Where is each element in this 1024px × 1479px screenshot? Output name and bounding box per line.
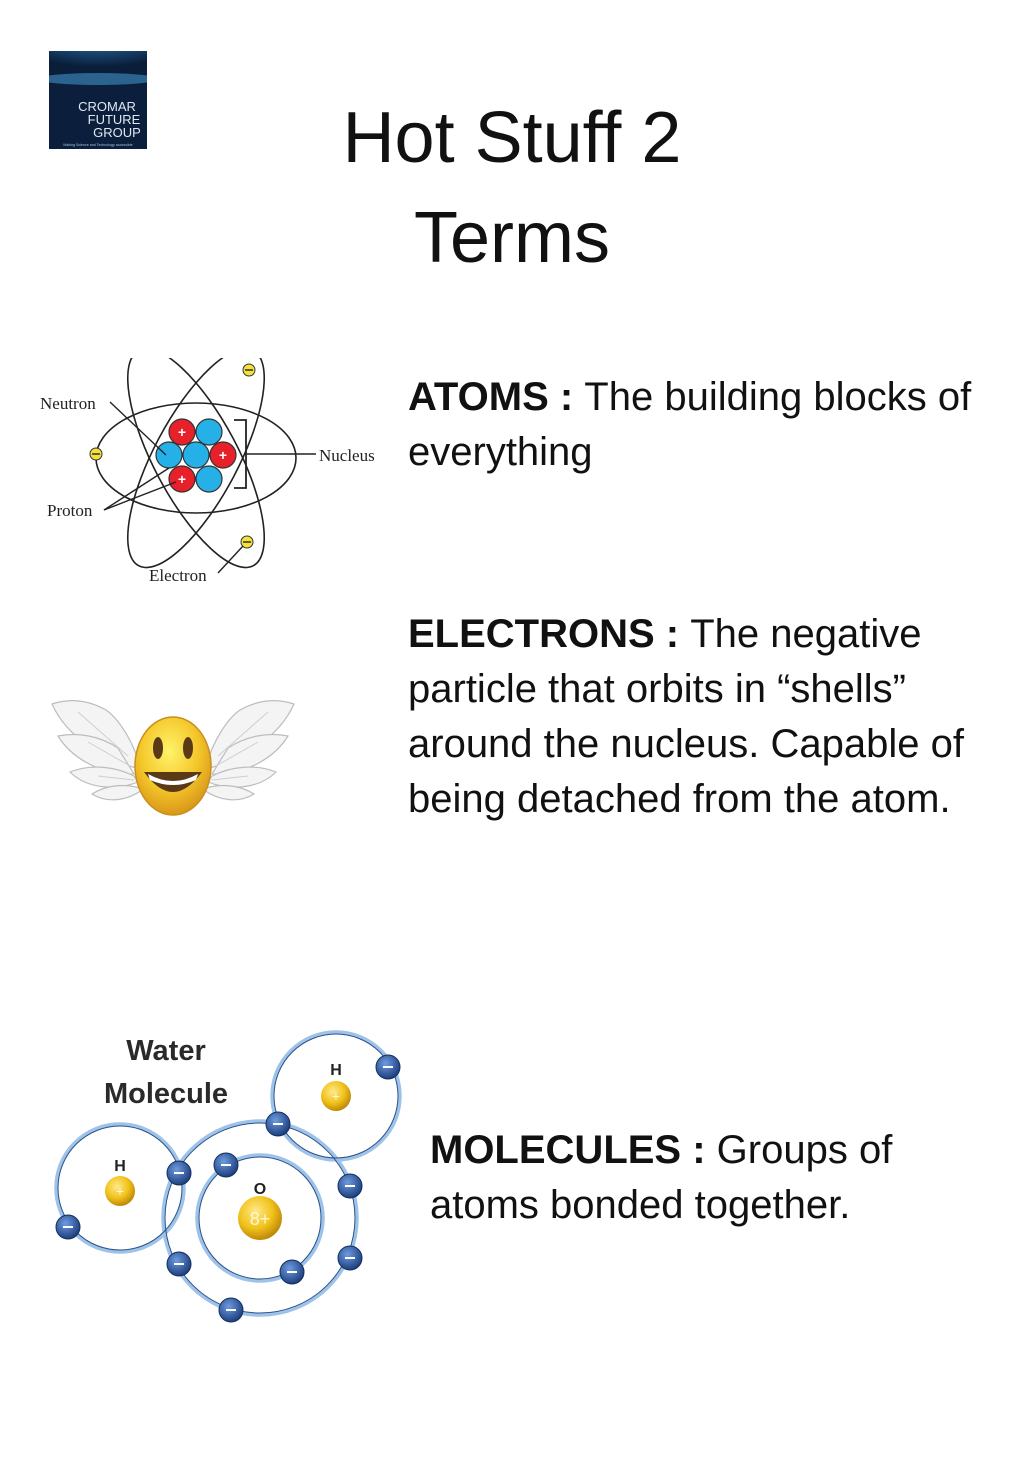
logo-line1: CROMAR — [78, 99, 136, 114]
term-atoms-name: ATOMS — [408, 375, 549, 419]
hydrogen-charge: + — [115, 1183, 125, 1199]
oxygen-label: O — [253, 1181, 267, 1198]
term-molecules-name: MOLECULES — [430, 1128, 682, 1172]
term-molecules-definition: Groups of atoms bonded together. — [430, 1128, 893, 1227]
water-title-line2: Molecule — [103, 1078, 229, 1110]
logo-tagline: Making Science and Technology accessible — [63, 143, 133, 147]
term-separator: : — [681, 1128, 717, 1172]
svg-text:+: + — [177, 424, 187, 440]
svg-text:+: + — [177, 471, 187, 487]
term-electrons-name: ELECTRONS — [408, 612, 655, 656]
neutron — [156, 442, 182, 468]
term-separator: : — [654, 612, 691, 656]
nucleus-label: Nucleus — [319, 446, 375, 465]
oxygen-charge: 8+ — [249, 1209, 271, 1229]
term-electrons — [408, 607, 968, 827]
proton-label: Proton — [47, 501, 93, 520]
water-title-line1: Water — [126, 1035, 206, 1067]
term-separator: : — [548, 375, 585, 419]
hydrogen-charge: + — [331, 1088, 341, 1104]
neutron — [196, 419, 222, 445]
logo-line3: GROUP — [93, 125, 141, 140]
neutron — [196, 466, 222, 492]
title-line1: Hot Stuff 2 — [342, 98, 682, 178]
logo-line2: FUTURE — [87, 112, 141, 127]
svg-text:+: + — [218, 447, 228, 463]
electron-label: Electron — [149, 566, 207, 585]
neutron-label: Neutron — [40, 394, 96, 413]
atom-diagram — [38, 358, 393, 590]
term-atoms-definition: The building blocks of everything — [408, 375, 972, 474]
winged-smiley-icon — [48, 690, 298, 820]
neutron — [183, 442, 209, 468]
hydrogen-label: H — [114, 1158, 126, 1175]
term-electrons-definition: The negative particle that orbits in “shells” around the nucleus. Capable of being detached from the atom. — [408, 612, 964, 821]
page-title — [0, 88, 1024, 288]
title-line2: Terms — [414, 198, 610, 278]
term-atoms — [408, 370, 1008, 480]
hydrogen-label: H — [330, 1062, 342, 1079]
water-molecule-diagram — [48, 1028, 408, 1328]
term-molecules — [430, 1123, 990, 1233]
